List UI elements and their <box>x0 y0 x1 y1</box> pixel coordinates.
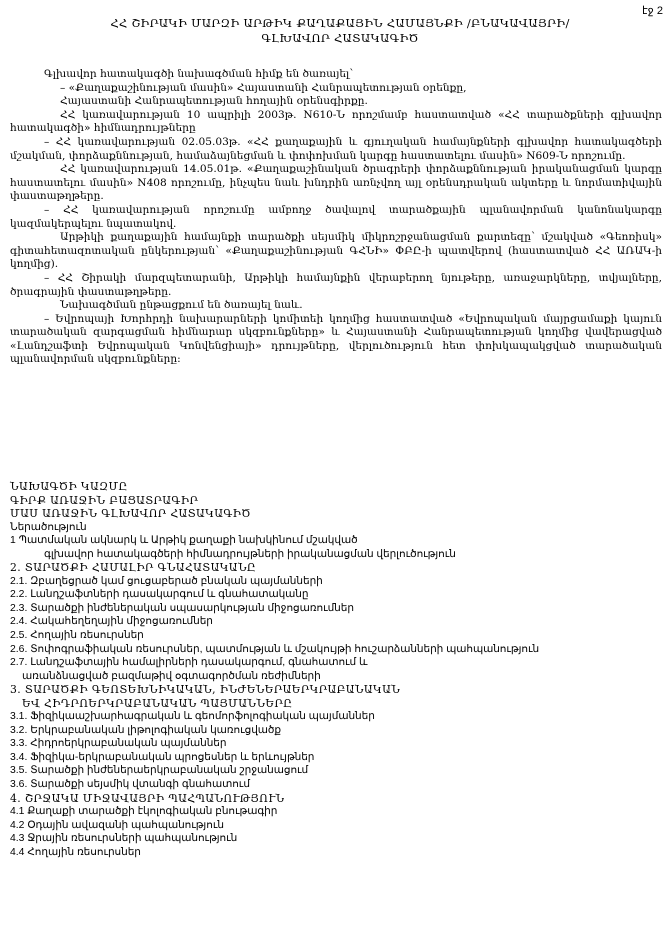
table-of-contents <box>10 480 662 859</box>
toc-item: Ներածություն <box>10 521 87 533</box>
intro-text <box>10 68 662 367</box>
toc-item: 2.1. Զբաղեցրած կամ ցուցաբերած բնական պայմանների <box>10 575 323 587</box>
toc-item: 4.3 Ջրային ռեսուրսների պահպանություն <box>10 833 238 845</box>
toc-heading: 2. ՏԱՐԱԾՔԻ ՀԱՄԱԼԻՐ ԳՆԱՀԱՏԱԿԱՆԸ <box>10 561 257 575</box>
toc-item: 3.6. Տարածքի սեյսմիկ վտանգի գնահատում <box>10 779 250 791</box>
intro-paragraph: – ՀՀ կառավարության որոշումը ամբողջ ծավալով տարածքային պլանավորման կանոնակարգը կազմակերպելու նպատակով. <box>10 203 662 230</box>
toc-item: 3.1. Ֆիզիկաաշխարհագրական և գեոմորֆոլոգիական պայմաններ <box>10 711 375 723</box>
toc-item: 4.2 Օդային ավազանի պահպանություն <box>10 819 224 831</box>
toc-heading: 4. ՇՐՋԱԿԱ ՄԻՋԱՎԱՅՐԻ ՊԱՀՊԱՆՈՒԹՅՈՒՆ <box>10 791 285 805</box>
toc-item: առանձնացված բազմաթիվ օգտագործման ռեժիմների <box>22 670 321 682</box>
intro-paragraph: Հայաստանի Հանրապետության հողային օրենսգիրքը. <box>60 95 368 108</box>
title-line-1: ՀՀ ՇԻՐԱԿԻ ՄԱՐԶԻ ԱՐԹԻԿ ՔԱՂԱՔԱՅԻՆ ՀԱՄԱՅՆՔԻ /ԲՆԱԿԱՎԱՅՐԻ/ <box>110 16 570 30</box>
toc-item: 3.3. Հիդրոերկրաբանական պայմաններ <box>10 738 227 750</box>
toc-item: 2.2. Լանդշաֆտների դասակարգում և գնահատականը <box>10 589 309 601</box>
intro-paragraph: – ՀՀ Շիրակի մարզպետարանի, Արթիկի համայնքին վերաբերող նյութերը, առաջարկները, տվյալները, ծրագրային փաստաթղթերը. <box>10 271 662 298</box>
page-number: էջ 2 <box>642 5 663 17</box>
toc-item: 4.4 Հողային ռեսուրսներ <box>10 846 141 858</box>
toc-heading: 3. ՏԱՐԱԾՔԻ ԳԵՈՏԵԽՆԻԿԱԿԱՆ, ԻՆԺԵՆԵՐԱԵՐԿՐԱԲԱՆԱԿԱՆ <box>10 683 401 697</box>
intro-paragraph: ՀՀ կառավարության 10 ապրիլի 2003թ. N610-Ն որոշմամբ հաստատված «ՀՀ տարածքների գլխավոր հատակագծի» հիմնադրույթները <box>10 108 662 135</box>
toc-heading: ԳԻՐՔ ԱՌԱՋԻՆ ԲԱՑԱՏՐԱԳԻՐ <box>10 493 199 507</box>
toc-item: 2.3. Տարածքի ինժեներական սպասարկության միջոցառումներ <box>10 602 354 614</box>
intro-paragraph: ՀՀ կառավարության 14.05.01թ. «Քաղաքաշինական ծրագրերի փորձաքննության իրականացման կարգը հաստատելու մասին» N408 որոշումը, ինչպես նաև խնդրին առնչվող այլ օրենսդրական ակտերը և նորմատիվային փաստաթղթերը. <box>10 163 662 203</box>
toc-item: 3.2. Երկրաբանական լիթոլոգիական կառուցվածք <box>10 724 281 736</box>
toc-item: 3.4. Ֆիզիկա-երկրաբանական պրոցեսներ և երևույթներ <box>10 751 315 763</box>
intro-paragraph: – «Քաղաքաշինության մասին» Հայաստանի Հանրապետության օրենքը, <box>60 81 467 94</box>
toc-item: գլխավոր հատակագծերի հիմնադրույթների իրականացման վերլուծություն <box>44 548 456 560</box>
toc-item: 3.5. Տարածքի ինժեներաերկրաբանական շրջանացում <box>10 765 309 777</box>
toc-item: 2.7. Լանդշաֆտային համալիրների դասակարգում, գնահատում և <box>10 657 368 669</box>
intro-paragraph: Գլխավոր հատակագծի նախագծման հիմք են ծառայել՝ <box>44 68 354 80</box>
toc-item: 2.6. Տոփոգրաֆիական ռեսուրսներ, պատմության և մշակույթի հուշարձանների պահպանություն <box>10 643 540 655</box>
toc-item: 1 Պատմական ակնարկ և Արթիկ քաղաքի նախկինում մշակված <box>10 535 358 547</box>
title-line-2: ԳԼԽԱՎՈՐ ՀԱՏԱԿԱԳԻԾ <box>261 31 419 45</box>
toc-heading: ՆԱԽԱԳԾԻ ԿԱԶՄԸ <box>10 480 128 493</box>
intro-paragraph: – Եվրոպայի Խորհրդի նախարարների կոմիտեի կողմից հաստատված «Եվրոպական մայրցամաքի կայուն տարածական զարգացման հիմնարար սկզբունքները» և Հայաստանի Հանրապետության կողմից վավերացված «Լանդշաֆտի Եվրոպական Կոնվենցիայի» դրույթները, վերլուծություն հետ փոխկապակցված տարածական պլանավորման սկզբունքները: <box>10 312 662 366</box>
intro-paragraph: Արթիկի քաղաքային համայնքի տարածքի սեյսմիկ միկրոշրջանացման քարտեզը՝ մշակված «Գեոռիսկ» գիտահետազոտական ընկերության՝ «Քաղաքաշինության ԳՀՆԻ» ՓԲԸ-ի պատվերով (հաստատված ՀՀ ԱՌԱԿ-ի կողմից). <box>10 231 662 271</box>
toc-heading: ԵՎ ՀԻԴՐՈԵՐԿՐԱԲԱՆԱԿԱՆ ՊԱՅՄԱՆՆԵՐԸ <box>22 696 293 710</box>
intro-paragraph: Նախագծման ընթացքում են ծառայել նաև. <box>60 299 303 312</box>
document-title <box>40 16 640 46</box>
toc-item: 4.1 Քաղաքի տարածքի էկոլոգիական բնութագիր <box>10 806 278 818</box>
toc-item: 2.4. Հակահեղեղային միջոցառումներ <box>10 616 213 628</box>
toc-heading: ՄԱՍ ԱՌԱՋԻՆ ԳԼԽԱՎՈՐ ՀԱՏԱԿԱԳԻԾ <box>10 507 251 521</box>
toc-item: 2.5. Հողային ռեսուրսներ <box>10 630 144 642</box>
intro-paragraph: – ՀՀ կառավարության 02.05.03թ. «ՀՀ քաղաքային և գյուղական համայնքների գլխավոր հատակագծերի մշակման, փորձաքննության, համաձայնեցման և փոփոխման կարգը հաստատելու մասին» N609-Ն որոշումը. <box>10 135 662 162</box>
